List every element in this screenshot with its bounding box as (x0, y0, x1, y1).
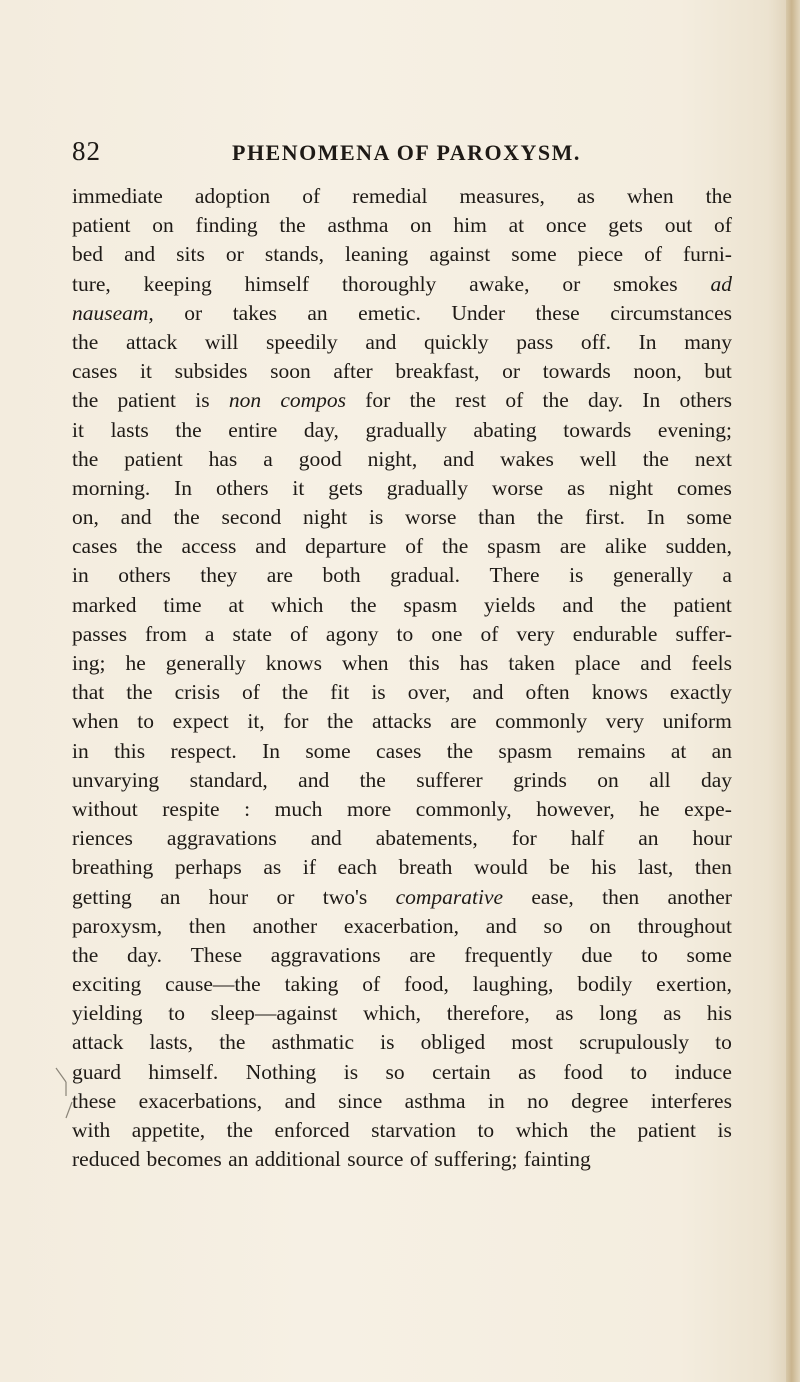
text-line: passes from a state of agony to one of very endurable suffer- (72, 621, 732, 646)
text-line: riences aggravations and abatements, for half an hour (72, 826, 732, 851)
text-line: patient on finding the asthma on him at once gets out of (72, 213, 732, 238)
text-line: marked time at which the spasm yields and the patient (72, 592, 732, 617)
text-line: with appetite, the enforced starvation to which the patient is (72, 1118, 732, 1142)
text-line: the attack will speedily and quickly pass off. In many (72, 329, 732, 354)
text-line: in others they are both gradual. There is generally a (72, 563, 732, 588)
text-line: that the crisis of the fit is over, and often knows exactly (72, 680, 732, 705)
text-line: ture, keeping himself thoroughly awake, or smokes ad (72, 271, 732, 296)
text-line: reduced becomes an additional source of suffering; fainting (72, 1147, 591, 1172)
text-line: on, and the second night is worse than the first. In some (72, 505, 732, 530)
text-line: bed and sits or stands, leaning against some piece of furni- (72, 242, 732, 267)
text-line: in this respect. In some cases the spasm remains at an (72, 738, 732, 763)
text-line: nauseam, or takes an emetic. Under these circumstances (72, 300, 732, 325)
text-line: cases it subsides soon after breakfast, or towards noon, but (72, 359, 732, 384)
text-line: it lasts the entire day, gradually abating towards evening; (72, 417, 732, 442)
text-line: guard himself. Nothing is so certain as food to induce (72, 1059, 732, 1084)
text-line: ing; he generally knows when this has taken place and feels (72, 651, 732, 675)
text-line: the day. These aggravations are frequently due to some (72, 942, 732, 967)
text-line: paroxysm, then another exacerbation, and so on throughout (72, 913, 732, 938)
text-line: morning. In others it gets gradually worse as night comes (72, 475, 732, 500)
text-line: without respite : much more commonly, however, he expe- (72, 796, 732, 821)
body-text (72, 182, 732, 1174)
margin-pencil-mark (54, 1066, 74, 1122)
page-number: 82 (72, 136, 101, 166)
text-line: the patient is non compos for the rest of the day. In others (72, 388, 732, 413)
text-line: yielding to sleep—against which, therefore, as long as his (72, 1001, 732, 1026)
page-edge (786, 0, 800, 1382)
page-header (72, 136, 732, 166)
text-line: when to expect it, for the attacks are commonly very uniform (72, 709, 732, 734)
text-line: unvarying standard, and the sufferer grinds on all day (72, 767, 732, 792)
text-line: attack lasts, the asthmatic is obliged most scrupulously to (72, 1030, 732, 1055)
text-line: getting an hour or two's comparative ease, then another (72, 884, 732, 909)
running-head: PHENOMENA OF PAROXYSM. (232, 140, 581, 165)
text-line: breathing perhaps as if each breath would be his last, then (72, 855, 732, 880)
text-line: the patient has a good night, and wakes well the next (72, 446, 732, 471)
text-line: immediate adoption of remedial measures, as when the (72, 184, 732, 208)
text-line: cases the access and departure of the spasm are alike sudden, (72, 534, 732, 559)
text-line: these exacerbations, and since asthma in no degree interferes (72, 1088, 732, 1113)
text-line: exciting cause—the taking of food, laughing, bodily exertion, (72, 972, 732, 997)
